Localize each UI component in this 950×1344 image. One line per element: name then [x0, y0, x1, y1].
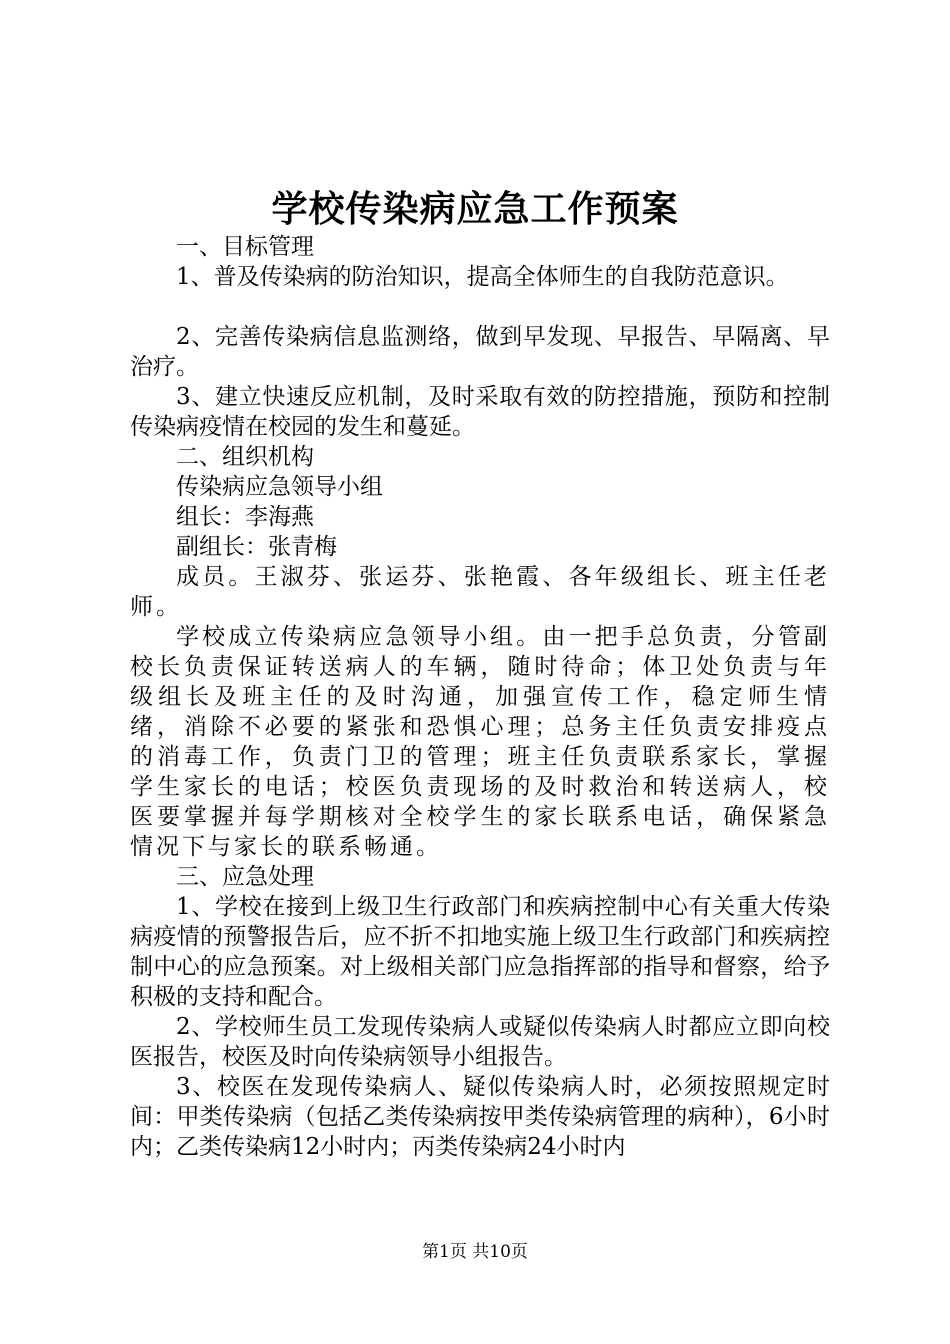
section-heading-emergency: 三、应急处理 [176, 864, 314, 890]
section-heading-organization: 二、组织机构 [176, 444, 314, 470]
document-body [130, 232, 830, 1162]
group-name: 传染病应急领导小组 [176, 474, 383, 500]
emergency-item-2: 2、学校师生员工发现传染病人或疑似传染病人时都应立即向校医报告，校医及时向传染病领导小组报告。 [130, 1014, 830, 1070]
emergency-item-1: 1、学校在接到上级卫生行政部门和疾病控制中心有关重大传染病疫情的预警报告后，应不折不扣地实施上级卫生行政部门和疾病控制中心的应急预案。对上级相关部门应急指挥部的指导和督察，给予积极的支持和配合。 [130, 894, 830, 1010]
group-leader: 组长：李海燕 [176, 504, 314, 530]
document-title: 学校传染病应急工作预案 [271, 188, 679, 230]
goal-item-3: 3、建立快速反应机制，及时采取有效的防控措施，预防和控制传染病疫情在校园的发生和蔓延。 [130, 384, 830, 440]
section-heading-goals: 一、目标管理 [176, 234, 314, 260]
page-number: 第1页 共10页 [422, 1242, 528, 1262]
group-members: 成员。王淑芬、张运芬、张艳霞、各年级组长、班主任老师。 [130, 564, 830, 620]
group-deputy-leader: 副组长：张青梅 [176, 534, 337, 560]
responsibilities-paragraph: 学校成立传染病应急领导小组。由一把手总负责，分管副校长负责保证转送病人的车辆，随时待命；体卫处负责与年级组长及班主任的及时沟通，加强宣传工作，稳定师生情绪，消除不必要的紧张和恐惧心理；总务主任负责安排疫点的消毒工作，负责门卫的管理；班主任负责联系家长，掌握学生家长的电话；校医负责现场的及时救治和转送病人，校医要掌握并每学期核对全校学生的家长联系电话，确保紧急情况下与家长的联系畅通。 [130, 624, 830, 860]
goal-item-2: 2、完善传染病信息监测络，做到早发现、早报告、早隔离、早治疗。 [130, 324, 830, 380]
goal-item-1: 1、普及传染病的防治知识，提高全体师生的自我防范意识。 [176, 264, 789, 290]
emergency-item-3: 3、校医在发现传染病人、疑似传染病人时，必须按照规定时间：甲类传染病（包括乙类传染病按甲类传染病管理的病种），6小时内；乙类传染病12小时内；丙类传染病24小时内 [130, 1074, 830, 1160]
